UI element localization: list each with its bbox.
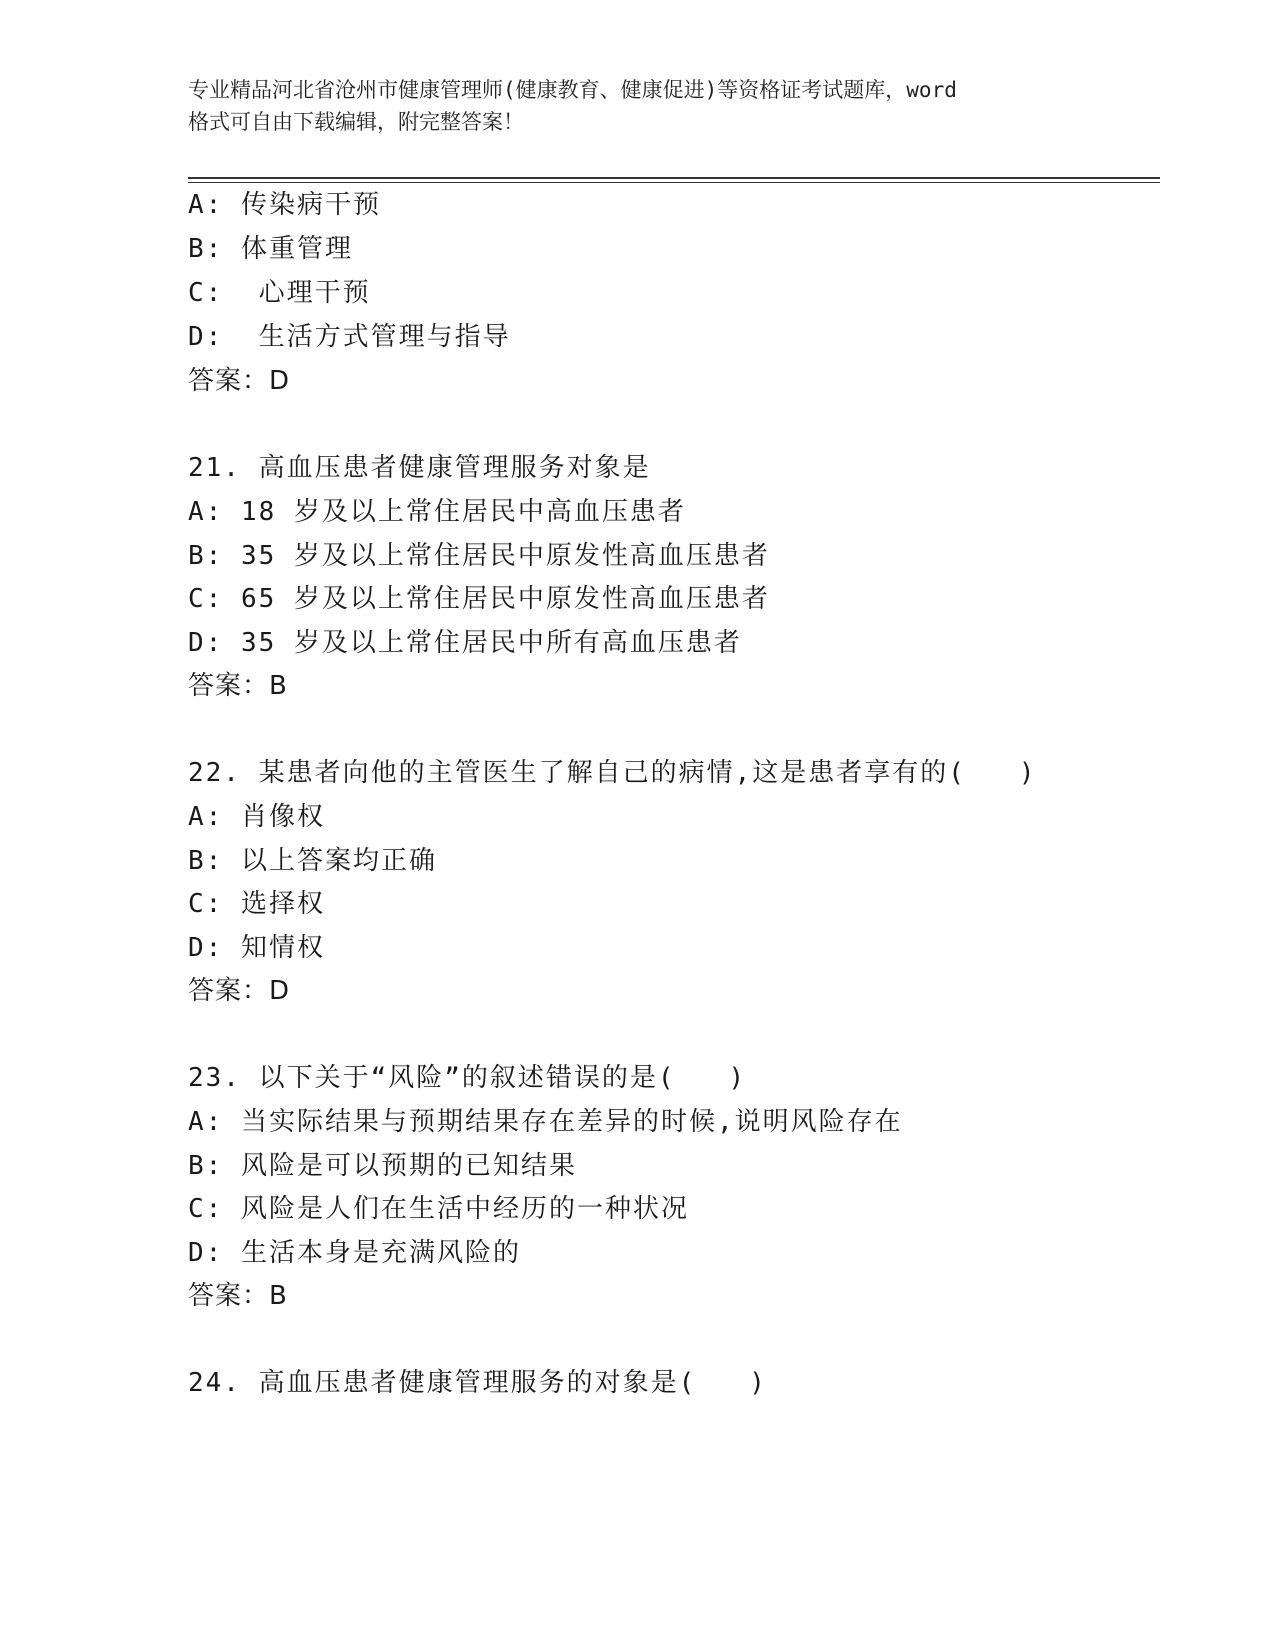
- header-divider-thin: [188, 182, 1160, 183]
- document-header: [188, 74, 1088, 138]
- q23-option-b: B: 风险是可以预期的已知结果: [188, 1151, 577, 1181]
- header-line-2: 格式可自由下载编辑，附完整答案！: [188, 110, 524, 134]
- q23-option-d: D: 生活本身是充满风险的: [188, 1238, 521, 1268]
- q20-option-b: B: 体重管理: [188, 234, 353, 264]
- header-line-1: 专业精品河北省沧州市健康管理师(健康教育、健康促进)等资格证考试题库，word: [188, 78, 957, 102]
- q21-answer: 答案：B: [188, 671, 288, 701]
- q21-option-b: B: 35 岁及以上常住居民中原发性高血压患者: [188, 541, 770, 571]
- q22-question: 22. 某患者向他的主管医生了解自己的病情,这是患者享有的( ): [188, 758, 1037, 788]
- q20-option-c: C: 心理干预: [188, 278, 371, 308]
- q21-option-a: A: 18 岁及以上常住居民中高血压患者: [188, 497, 686, 527]
- q23-option-a: A: 当实际结果与预期结果存在差异的时候,说明风险存在: [188, 1107, 903, 1137]
- q22-option-b: B: 以上答案均正确: [188, 846, 437, 876]
- q22-option-c: C: 选择权: [188, 889, 325, 919]
- q22-option-a: A: 肖像权: [188, 802, 325, 832]
- q20-option-d: D: 生活方式管理与指导: [188, 322, 511, 352]
- q23-question: 23. 以下关于“风险”的叙述错误的是( ): [188, 1063, 747, 1093]
- q20-option-a: A: 传染病干预: [188, 190, 381, 220]
- q21-option-d: D: 35 岁及以上常住居民中所有高血压患者: [188, 628, 742, 658]
- header-divider-thick: [188, 177, 1160, 179]
- q21-question: 21. 高血压患者健康管理服务对象是: [188, 453, 651, 483]
- q20-answer: 答案：D: [188, 366, 291, 396]
- q23-answer: 答案：B: [188, 1281, 288, 1311]
- q22-option-d: D: 知情权: [188, 933, 325, 963]
- q23-option-c: C: 风险是人们在生活中经历的一种状况: [188, 1194, 689, 1224]
- q21-option-c: C: 65 岁及以上常住居民中原发性高血压患者: [188, 584, 770, 614]
- q24-question: 24. 高血压患者健康管理服务的对象是( ): [188, 1368, 767, 1398]
- q22-answer: 答案：D: [188, 976, 291, 1006]
